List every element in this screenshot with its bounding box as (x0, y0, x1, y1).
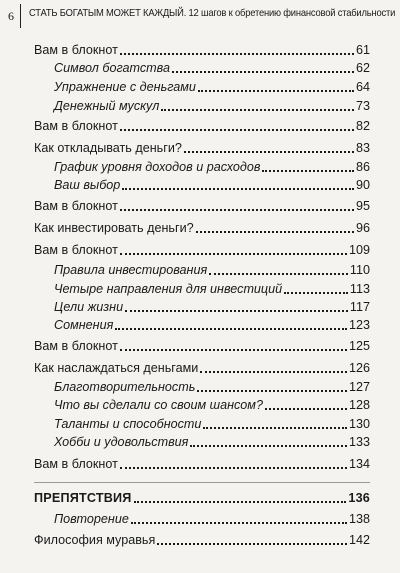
toc-entry-title: Вам в блокнот (34, 457, 118, 471)
toc-entry (34, 455, 370, 473)
toc-entry-page: 127 (348, 380, 370, 394)
toc-entry-title: Четыре направления для инвестиций (54, 282, 283, 296)
toc-entry-title: Правила инвестирования (54, 263, 208, 277)
toc-entry-page: 130 (348, 417, 370, 431)
toc-entry-title: Как инвестировать деньги? (34, 221, 194, 235)
toc-entry-page: 61 (355, 43, 370, 57)
toc-entry-title: Таланты и способности (54, 417, 202, 431)
toc-entry-page: 73 (355, 99, 370, 113)
toc-entry (34, 489, 370, 507)
toc-entry (54, 378, 370, 396)
leader-dots (197, 389, 347, 392)
leader-dots (131, 521, 347, 524)
leader-dots (120, 208, 354, 211)
leader-dots (120, 348, 347, 351)
toc-entry-page: 109 (348, 243, 370, 257)
toc-entry-title: Вам в блокнот (34, 43, 118, 57)
toc-entry (54, 433, 370, 451)
toc-entry-title: Что вы сделали со своим шансом? (54, 398, 263, 412)
toc-entry-title: Вам в блокнот (34, 243, 118, 257)
leader-dots (120, 52, 354, 55)
toc-entry (54, 396, 370, 414)
toc-entry (54, 316, 370, 334)
leader-dots (209, 272, 348, 275)
toc-entry (34, 219, 370, 237)
toc-entry-page: 123 (348, 318, 370, 332)
leader-dots (120, 128, 354, 131)
toc-entry (54, 280, 370, 298)
toc-entry-page: 134 (348, 457, 370, 471)
toc-entry-title: Вам в блокнот (34, 339, 118, 353)
toc-entry (54, 261, 370, 279)
toc-entry (54, 97, 370, 115)
leader-dots (120, 252, 347, 255)
page-number: 6 (8, 9, 14, 23)
toc-entry-page: 125 (348, 339, 370, 353)
toc-entry-title: График уровня доходов и расходов (54, 160, 261, 174)
toc-entry (54, 176, 370, 194)
leader-dots (122, 187, 354, 190)
toc-entry-page: 133 (348, 435, 370, 449)
toc-entry-title: Вам в блокнот (34, 119, 118, 133)
toc-entry (54, 415, 370, 433)
leader-dots (265, 407, 347, 410)
toc-entry (54, 510, 370, 528)
toc-entry (54, 78, 370, 96)
toc-entry-page: 138 (348, 512, 370, 526)
toc-entry (54, 59, 370, 77)
leader-dots (203, 426, 347, 429)
toc-entry-page: 86 (355, 160, 370, 174)
toc-entry-page: 136 (348, 491, 370, 505)
toc-entry-page: 96 (355, 221, 370, 235)
leader-dots (200, 370, 347, 373)
leader-dots (184, 150, 354, 153)
toc-entry-title: Сомнения (54, 318, 114, 332)
leader-dots (115, 327, 347, 330)
toc-entry-title: Повторение (54, 512, 129, 526)
leader-dots (120, 466, 347, 469)
toc-entry-page: 113 (349, 282, 370, 296)
toc-entry-title: Ваш выбор (54, 178, 121, 192)
toc-entry-title: ПРЕПЯТСТВИЯ (34, 491, 132, 505)
section-divider (34, 482, 370, 483)
leader-dots (284, 291, 348, 294)
toc-entry-page: 110 (349, 263, 370, 277)
toc-entry (34, 359, 370, 377)
toc-entry (34, 139, 370, 157)
toc-entry-title: Денежный мускул (54, 99, 160, 113)
toc-entry (34, 531, 370, 549)
toc-entry (34, 197, 370, 215)
running-title: СТАТЬ БОГАТЫМ МОЖЕТ КАЖДЫЙ. 12 шагов к обретению финансовой стабильности (29, 8, 396, 19)
leader-dots (161, 108, 354, 111)
toc-entry-title: Философия муравья (34, 533, 156, 547)
toc-entry-page: 142 (348, 533, 370, 547)
toc-entry (34, 41, 370, 59)
toc-entry-page: 62 (355, 61, 370, 75)
toc-entry-title: Хобби и удовольствия (54, 435, 189, 449)
toc-entry-page: 126 (348, 361, 370, 375)
leader-dots (262, 169, 354, 172)
leader-dots (157, 542, 347, 545)
toc-entry-title: Упражнение с деньгами (54, 80, 196, 94)
toc-entry-title: Цели жизни (54, 300, 124, 314)
toc-entry-title: Символ богатства (54, 61, 170, 75)
toc-entry (34, 337, 370, 355)
leader-dots (198, 89, 354, 92)
toc-entry-page: 128 (348, 398, 370, 412)
toc-entry (34, 117, 370, 135)
toc-entry-page: 82 (355, 119, 370, 133)
toc-entry-page: 95 (355, 199, 370, 213)
toc-entry (34, 241, 370, 259)
toc-entry-title: Вам в блокнот (34, 199, 118, 213)
leader-dots (134, 500, 347, 503)
leader-dots (125, 309, 348, 312)
toc-entry (54, 298, 370, 316)
leader-dots (196, 230, 354, 233)
leader-dots (172, 70, 354, 73)
toc-entry (54, 158, 370, 176)
toc-entry-title: Как наслаждаться деньгами (34, 361, 199, 375)
toc-entry-page: 117 (349, 300, 370, 314)
toc-entry-title: Благотворительность (54, 380, 196, 394)
toc-entry-page: 83 (355, 141, 370, 155)
toc-entry-title: Как откладывать деньги? (34, 141, 182, 155)
toc-entry-page: 64 (355, 80, 370, 94)
toc-entry-page: 90 (355, 178, 370, 192)
leader-dots (190, 444, 347, 447)
